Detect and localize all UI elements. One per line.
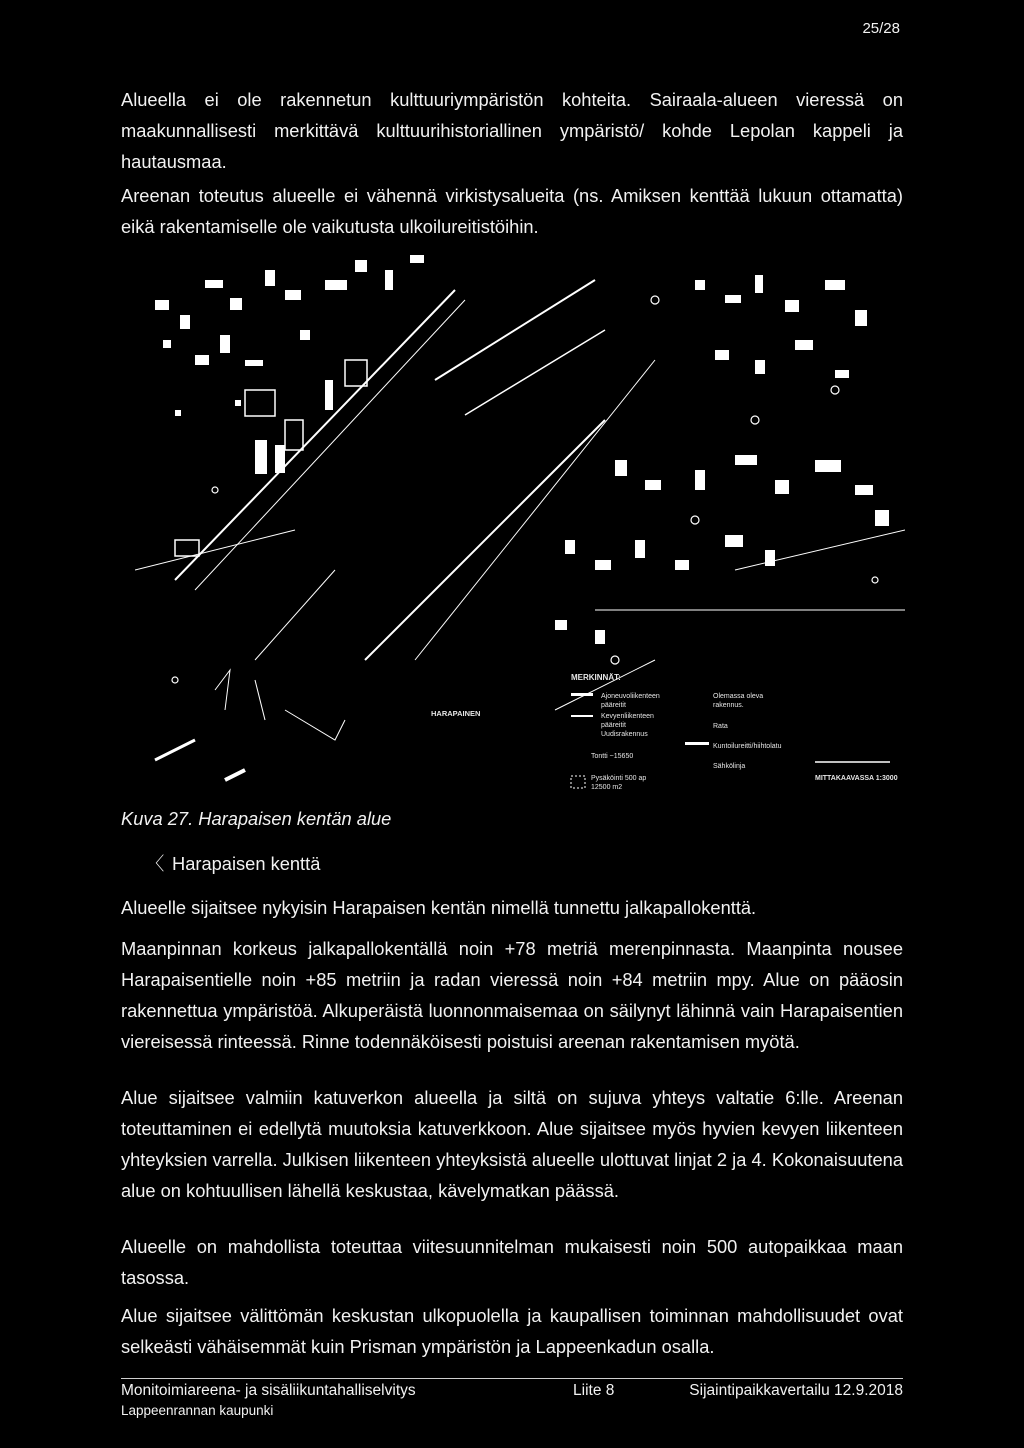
paragraph-commercial: Alue sijaitsee välittömän keskustan ulkopuolella ja kaupallisen toiminnan mahdollisuudet ovat selkeästi vähäisemmät kuin Prisman ympäristön ja Lappeenkadun osalla. <box>121 1305 903 1357</box>
legend-item: rakennus. <box>713 702 744 709</box>
paragraph-recreation: Areenan toteutus alueelle ei vähennä virkistysalueita (ns. Amiksen kenttää lukuun ottamatta) eikä rakentamiselle ole vaikutusta ulkoilureitistöihin. <box>121 185 903 237</box>
legend-item: pääreitit <box>601 702 626 709</box>
footer-divider <box>121 1378 903 1379</box>
legend-item: Kevyenliikenteen <box>601 713 654 720</box>
legend-item: Ajoneuvoliikenteen <box>601 693 660 700</box>
legend-item: Tontti ~15650 <box>591 753 634 760</box>
legend-item: Kuntoilureitti/hiihtolatu <box>713 743 782 750</box>
map-label-harapainen: HARAPAINEN <box>431 709 481 718</box>
footer-organization: Lappeenrannan kaupunki <box>121 1403 274 1418</box>
legend-item: Sähkölinja <box>713 763 746 770</box>
section-heading <box>146 850 320 876</box>
paragraph-terrain: Maanpinnan korkeus jalkapallokentällä noin +78 metriä merenpinnasta. Maanpinta nousee Harapaisentielle noin +85 metriin ja radan vieressä noin +84 metriin mpy. Alue on pääosin rakennettua ympäristöä. Alkuperäistä luonnonmaisemaa on säilynyt lähinnä vain Harapaisentien viereisessä rinteessä. Rinne todennäköisesti poistuisi areenan rakentamisen myötä. <box>121 938 903 1052</box>
paragraph-parking: Alueelle on mahdollista toteuttaa viitesuunnitelman mukaisesti noin 500 autopaikkaa maan tasossa. <box>121 1236 903 1288</box>
legend-item: pääreitit <box>601 722 626 729</box>
legend-item: Pysäköinti 500 ap <box>591 775 647 782</box>
figure-caption: Kuva 27. Harapaisen kentän alue <box>121 808 392 829</box>
paragraph-traffic: Alue sijaitsee valmiin katuverkon alueella ja siltä on sujuva yhteys valtatie 6:lle. Areenan toteuttaminen ei edellytä muutoksia katuverkkoon. Alue sijaitsee myös hyvien kevyen liikenteen yhteyksien varrella. Julkisen liikenteen yhteyksistä alueelle ulottuvat linjat 2 ja 4. Kokonaisuutena alue on kohtuullisen lähellä keskustaa, kävelymatkan päässä. <box>121 1087 903 1201</box>
legend-item: Uudisrakennus <box>601 731 648 738</box>
site-map-figure <box>135 240 905 800</box>
section-title: Harapaisen kenttä <box>172 853 321 874</box>
footer-title: Monitoimiareena- ja sisäliikuntahalliselvitys <box>121 1382 416 1399</box>
footer-appendix: Liite 8 <box>573 1382 615 1399</box>
legend-title: MERKINNÄT: <box>571 673 621 682</box>
legend-item: 12500 m2 <box>591 784 623 791</box>
legend-item: Olemassa oleva <box>713 693 764 700</box>
legend-scale: MITTAKAAVASSA 1:3000 <box>815 775 898 782</box>
angle-bracket-icon: 〈 <box>146 853 165 874</box>
page-number: 25/28 <box>862 20 900 37</box>
site-map <box>135 240 905 800</box>
footer-subject: Sijaintipaikkavertailu 12.9.2018 <box>689 1382 903 1399</box>
paragraph-current-use: Alueelle sijaitsee nykyisin Harapaisen kentän nimellä tunnettu jalkapallokenttä. <box>121 897 757 918</box>
legend-item: Rata <box>713 723 728 730</box>
paragraph-cultural-environment: Alueella ei ole rakennetun kulttuuriympäristön kohteita. Sairaala-alueen vieressä on maakunnallisesti merkittävä kulttuurihistoriallinen ympäristö/ kohde Lepolan kappeli ja hautausmaa. <box>121 89 903 172</box>
